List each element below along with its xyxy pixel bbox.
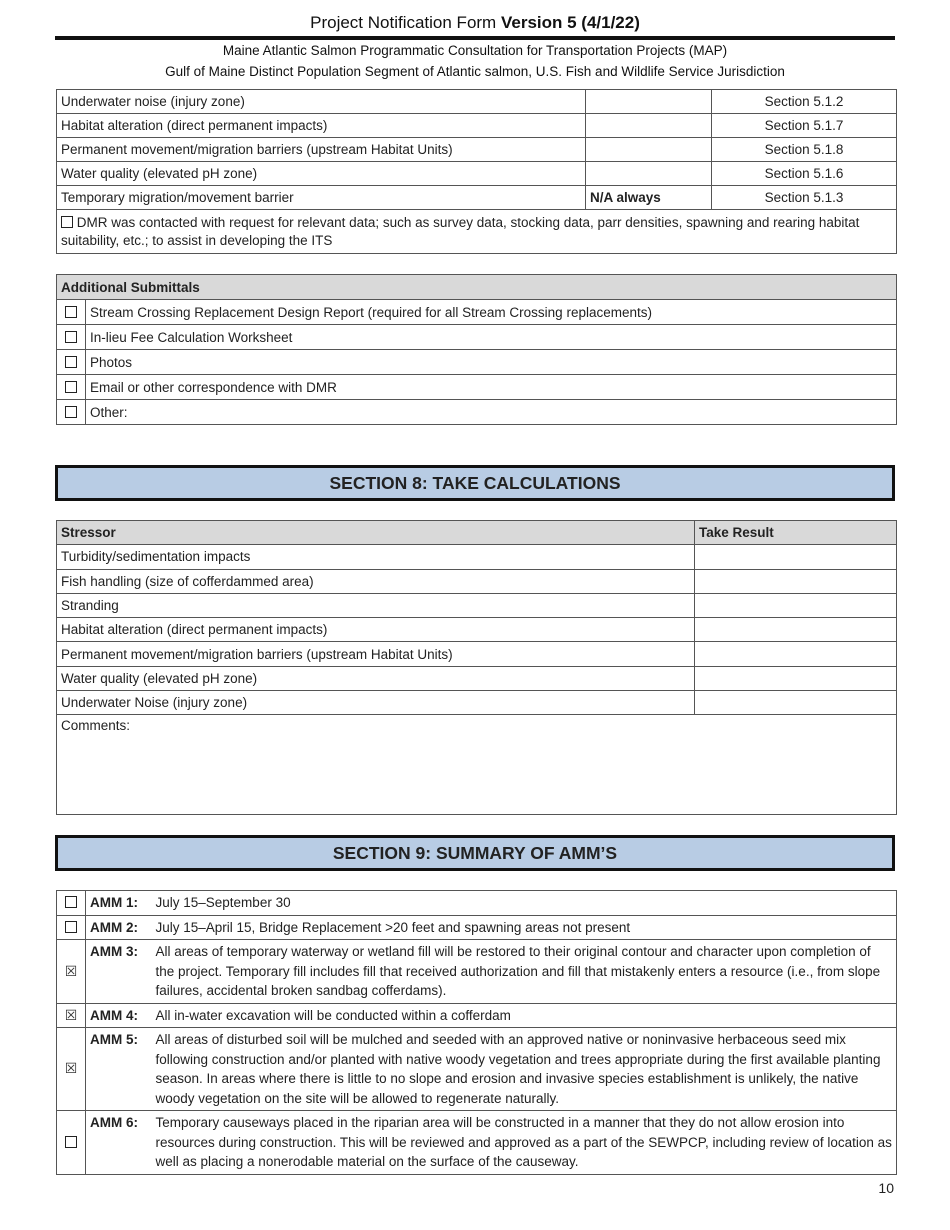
amm-checkbox[interactable]: [57, 891, 86, 916]
table-row: [57, 691, 897, 715]
amm-row: [57, 940, 897, 1004]
stressor-name: Underwater Noise (injury zone): [57, 691, 695, 715]
amm-label: AMM 1:: [86, 891, 152, 916]
amm-label: AMM 4:: [86, 1003, 152, 1028]
take-result-field[interactable]: [695, 618, 897, 642]
column-header-stressor: Stressor: [57, 521, 695, 545]
submittal-checkbox[interactable]: [65, 331, 77, 343]
take-result-field[interactable]: [695, 666, 897, 690]
table-row: [57, 618, 897, 642]
table-row: [57, 90, 897, 114]
section-reference: Section 5.1.6: [712, 162, 897, 186]
amm-text: July 15–April 15, Bridge Replacement >20 feet and spawning areas not present: [152, 915, 897, 940]
checked-box-icon: ☒: [64, 1006, 78, 1023]
column-header-take-result: Take Result: [695, 521, 897, 545]
stressor-name: Habitat alteration (direct permanent impacts): [57, 114, 586, 138]
stressor-name: Habitat alteration (direct permanent impacts): [57, 618, 695, 642]
take-calculations-table: [56, 520, 897, 815]
submittal-checkbox[interactable]: [65, 406, 77, 418]
submittal-checkbox[interactable]: [65, 356, 77, 368]
table-row: [57, 593, 897, 617]
stressor-name: Turbidity/sedimentation impacts: [57, 545, 695, 569]
dmr-note-text: DMR was contacted with request for relevant data; such as survey data, stocking data, parr densities, spawning and rearing habitat suitability, etc.; to assist in developing the ITS: [61, 214, 860, 248]
list-item: [57, 350, 897, 375]
stressor-name: Water quality (elevated pH zone): [57, 666, 695, 690]
take-result-field[interactable]: [695, 545, 897, 569]
amm-text: July 15–September 30: [152, 891, 897, 916]
checked-box-icon: ☒: [64, 962, 78, 979]
amm-text: All in-water excavation will be conducted within a cofferdam: [152, 1003, 897, 1028]
submittal-label: Other:: [86, 400, 897, 425]
submittal-label: Photos: [86, 350, 897, 375]
form-version: Version 5 (4/1/22): [500, 13, 640, 32]
amm-label: AMM 2:: [86, 915, 152, 940]
take-result-field[interactable]: [695, 642, 897, 666]
form-title-prefix: Project Notification Form: [310, 13, 497, 32]
amm-text: All areas of disturbed soil will be mulched and seeded with an approved native or noninvasive herbaceous seed mix following construction and/or planted with native woody vegetation and trees appropriate during the first available planting season. In areas where there is little to no slope and erosion and invasive species establishment is unlikely, the native woody vegetation on the site will be allowed to regenerate naturally.: [152, 1028, 897, 1111]
list-item: [57, 400, 897, 425]
stressor-value-field[interactable]: [586, 114, 712, 138]
table-row: [57, 186, 897, 210]
unchecked-box-icon: [65, 921, 77, 933]
stressor-value-field[interactable]: [586, 162, 712, 186]
amm-label: AMM 3:: [86, 940, 152, 1004]
stressor-name: Temporary migration/movement barrier: [57, 186, 586, 210]
comments-field[interactable]: [57, 715, 897, 815]
dmr-note: [57, 210, 897, 254]
stressor-name: Fish handling (size of cofferdammed area): [57, 569, 695, 593]
amm-text: Temporary causeways placed in the riparian area will be constructed in a manner that they do not allow erosion into resources during construction. This will be reviewed and approved as a part of the SEWPCP, including review of location as well as placing a nonerodable material on the surface of the causeway.: [152, 1111, 897, 1175]
stressor-name: Permanent movement/migration barriers (upstream Habitat Units): [57, 642, 695, 666]
section-reference: Section 5.1.7: [712, 114, 897, 138]
list-item: [57, 325, 897, 350]
amm-label: AMM 5:: [86, 1028, 152, 1111]
page-header: [55, 10, 895, 82]
amm-checkbox[interactable]: [57, 1003, 86, 1028]
amm-checkbox[interactable]: [57, 1111, 86, 1175]
table-row: [57, 642, 897, 666]
dmr-note-row: [57, 210, 897, 254]
amm-row: [57, 1111, 897, 1175]
take-result-field[interactable]: [695, 593, 897, 617]
table-row: [57, 138, 897, 162]
amm-checkbox[interactable]: [57, 940, 86, 1004]
section8-heading: SECTION 8: TAKE CALCULATIONS: [55, 465, 895, 501]
subtitle-jurisdiction: Gulf of Maine Distinct Population Segment of Atlantic salmon, U.S. Fish and Wildlife Service Jurisdiction: [165, 64, 785, 79]
list-item: [57, 300, 897, 325]
stressor-section-table: [56, 89, 897, 254]
table-row: [57, 666, 897, 690]
stressor-value-field[interactable]: [586, 90, 712, 114]
stressor-name: Water quality (elevated pH zone): [57, 162, 586, 186]
amm-row: [57, 915, 897, 940]
unchecked-box-icon: [65, 896, 77, 908]
dmr-contacted-checkbox[interactable]: [61, 216, 73, 228]
comments-label: Comments:: [61, 718, 131, 734]
section-reference: Section 5.1.3: [712, 186, 897, 210]
submittal-label: Email or other correspondence with DMR: [86, 375, 897, 400]
table-row: [57, 569, 897, 593]
stressor-name: Stranding: [57, 593, 695, 617]
submittal-label: Stream Crossing Replacement Design Report (required for all Stream Crossing replacements): [86, 300, 897, 325]
section-reference: Section 5.1.8: [712, 138, 897, 162]
amm-label: AMM 6:: [86, 1111, 152, 1175]
additional-submittals-heading: Additional Submittals: [57, 275, 897, 300]
amm-summary-table: [56, 890, 897, 1175]
table-row: [57, 114, 897, 138]
take-result-field[interactable]: [695, 569, 897, 593]
amm-row: [57, 1028, 897, 1111]
submittal-checkbox[interactable]: [65, 381, 77, 393]
amm-checkbox[interactable]: [57, 915, 86, 940]
table-row: [57, 162, 897, 186]
submittal-label: In-lieu Fee Calculation Worksheet: [86, 325, 897, 350]
additional-submittals-table: [56, 274, 897, 425]
page-number: 10: [878, 1180, 894, 1196]
amm-row: [57, 891, 897, 916]
section9-heading: SECTION 9: SUMMARY OF AMM’S: [55, 835, 895, 871]
stressor-value-field: N/A always: [586, 186, 712, 210]
table-row: [57, 545, 897, 569]
stressor-name: Permanent movement/migration barriers (upstream Habitat Units): [57, 138, 586, 162]
amm-row: [57, 1003, 897, 1028]
unchecked-box-icon: [65, 1136, 77, 1148]
amm-text: All areas of temporary waterway or wetland fill will be restored to their original contour and character upon completion of the project. Temporary fill includes fill that received authorization and fill that mistakenly enters a resource (i.e., from slope failures, accidental broken sandbag cofferdams).: [152, 940, 897, 1004]
submittal-checkbox[interactable]: [65, 306, 77, 318]
stressor-value-field[interactable]: [586, 138, 712, 162]
list-item: [57, 375, 897, 400]
form-title: [55, 10, 895, 36]
amm-checkbox[interactable]: [57, 1028, 86, 1111]
stressor-name: Underwater noise (injury zone): [57, 90, 586, 114]
checked-box-icon: ☒: [64, 1060, 78, 1077]
take-result-field[interactable]: [695, 691, 897, 715]
subtitle-program: Maine Atlantic Salmon Programmatic Consultation for Transportation Projects (MAP): [222, 43, 728, 58]
section-reference: Section 5.1.2: [712, 90, 897, 114]
